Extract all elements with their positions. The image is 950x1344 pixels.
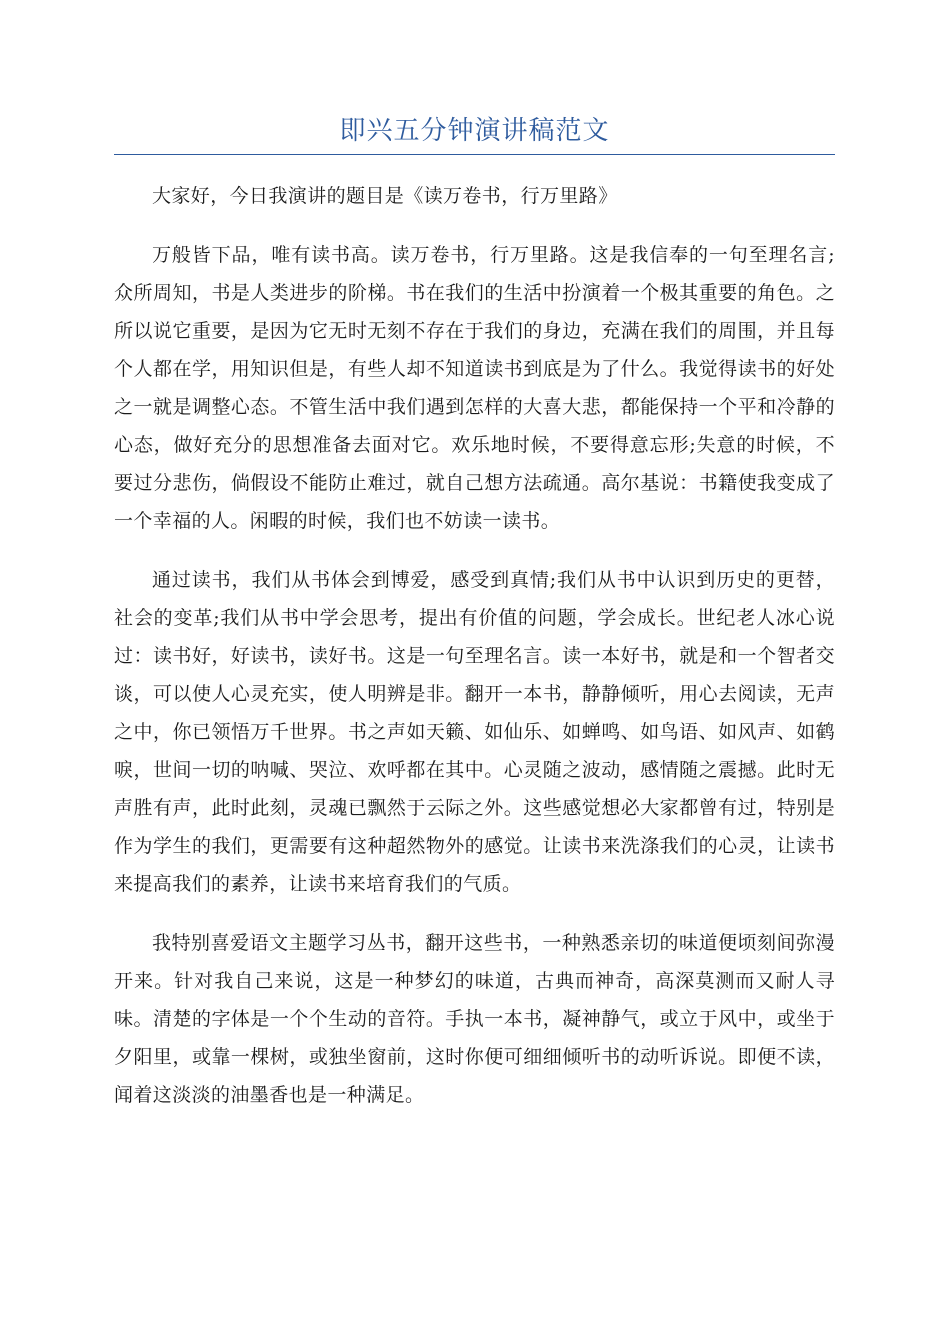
- paragraph: 万般皆下品，唯有读书高。读万卷书，行万里路。这是我信奉的一句至理名言;众所周知，书是人类进步的阶梯。书在我们的生活中扮演着一个极其重要的角色。之所以说它重要，是因为它无时无刻不存在于我们的身边，充满在我们的周围，并且每个人都在学，用知识但是，有些人却不知道读书到底是为了什么。我觉得读书的好处之一就是调整心态。不管生活中我们遇到怎样的大喜大悲，都能保持一个平和冷静的心态，做好充分的思想准备去面对它。欢乐地时候，不要得意忘形;失意的时候，不要过分悲伤，倘假设不能防止难过，就自己想方法疏通。高尔基说：书籍使我变成了一个幸福的人。闲暇的时候，我们也不妨读一读书。: [114, 244, 835, 532]
- document-page: [114, 0, 835, 1135]
- paragraph-greeting: 大家好，今日我演讲的题目是《读万卷书，行万里路》: [152, 185, 618, 207]
- document-title: 即兴五分钟演讲稿范文: [339, 116, 610, 146]
- document-body: [114, 177, 835, 1114]
- paragraph: 通过读书，我们从书体会到博爱，感受到真情;我们从书中认识到历史的更替，社会的变革;我们从书中学会思考，提出有价值的问题，学会成长。世纪老人冰心说过：读书好，好读书，读好书。这是一句至理名言。读一本好书，就是和一个智者交谈，可以使人心灵充实，使人明辨是非。翻开一本书，静静倾听，用心去阅读，无声之中，你已领悟万千世界。书之声如天籁、如仙乐、如蝉鸣、如鸟语、如风声、如鹤唳，世间一切的呐喊、哭泣、欢呼都在其中。心灵随之波动，感情随之震撼。此时无声胜有声，此时此刻，灵魂已飘然于云际之外。这些感觉想必大家都曾有过，特别是作为学生的我们，更需要有这种超然物外的感觉。让读书来洗涤我们的心灵，让读书来提高我们的素养，让读书来培育我们的气质。: [114, 569, 835, 895]
- paragraph: 我特别喜爱语文主题学习丛书，翻开这些书，一种熟悉亲切的味道便顷刻间弥漫开来。针对我自己来说，这是一种梦幻的味道，古典而神奇，高深莫测而又耐人寻味。清楚的字体是一个个生动的音符。手执一本书，凝神静气，或立于风中，或坐于夕阳里，或靠一棵树，或独坐窗前，这时你便可细细倾听书的动听诉说。即便不读，闻着这淡淡的油墨香也是一种满足。: [114, 932, 835, 1106]
- title-underline: [114, 154, 835, 155]
